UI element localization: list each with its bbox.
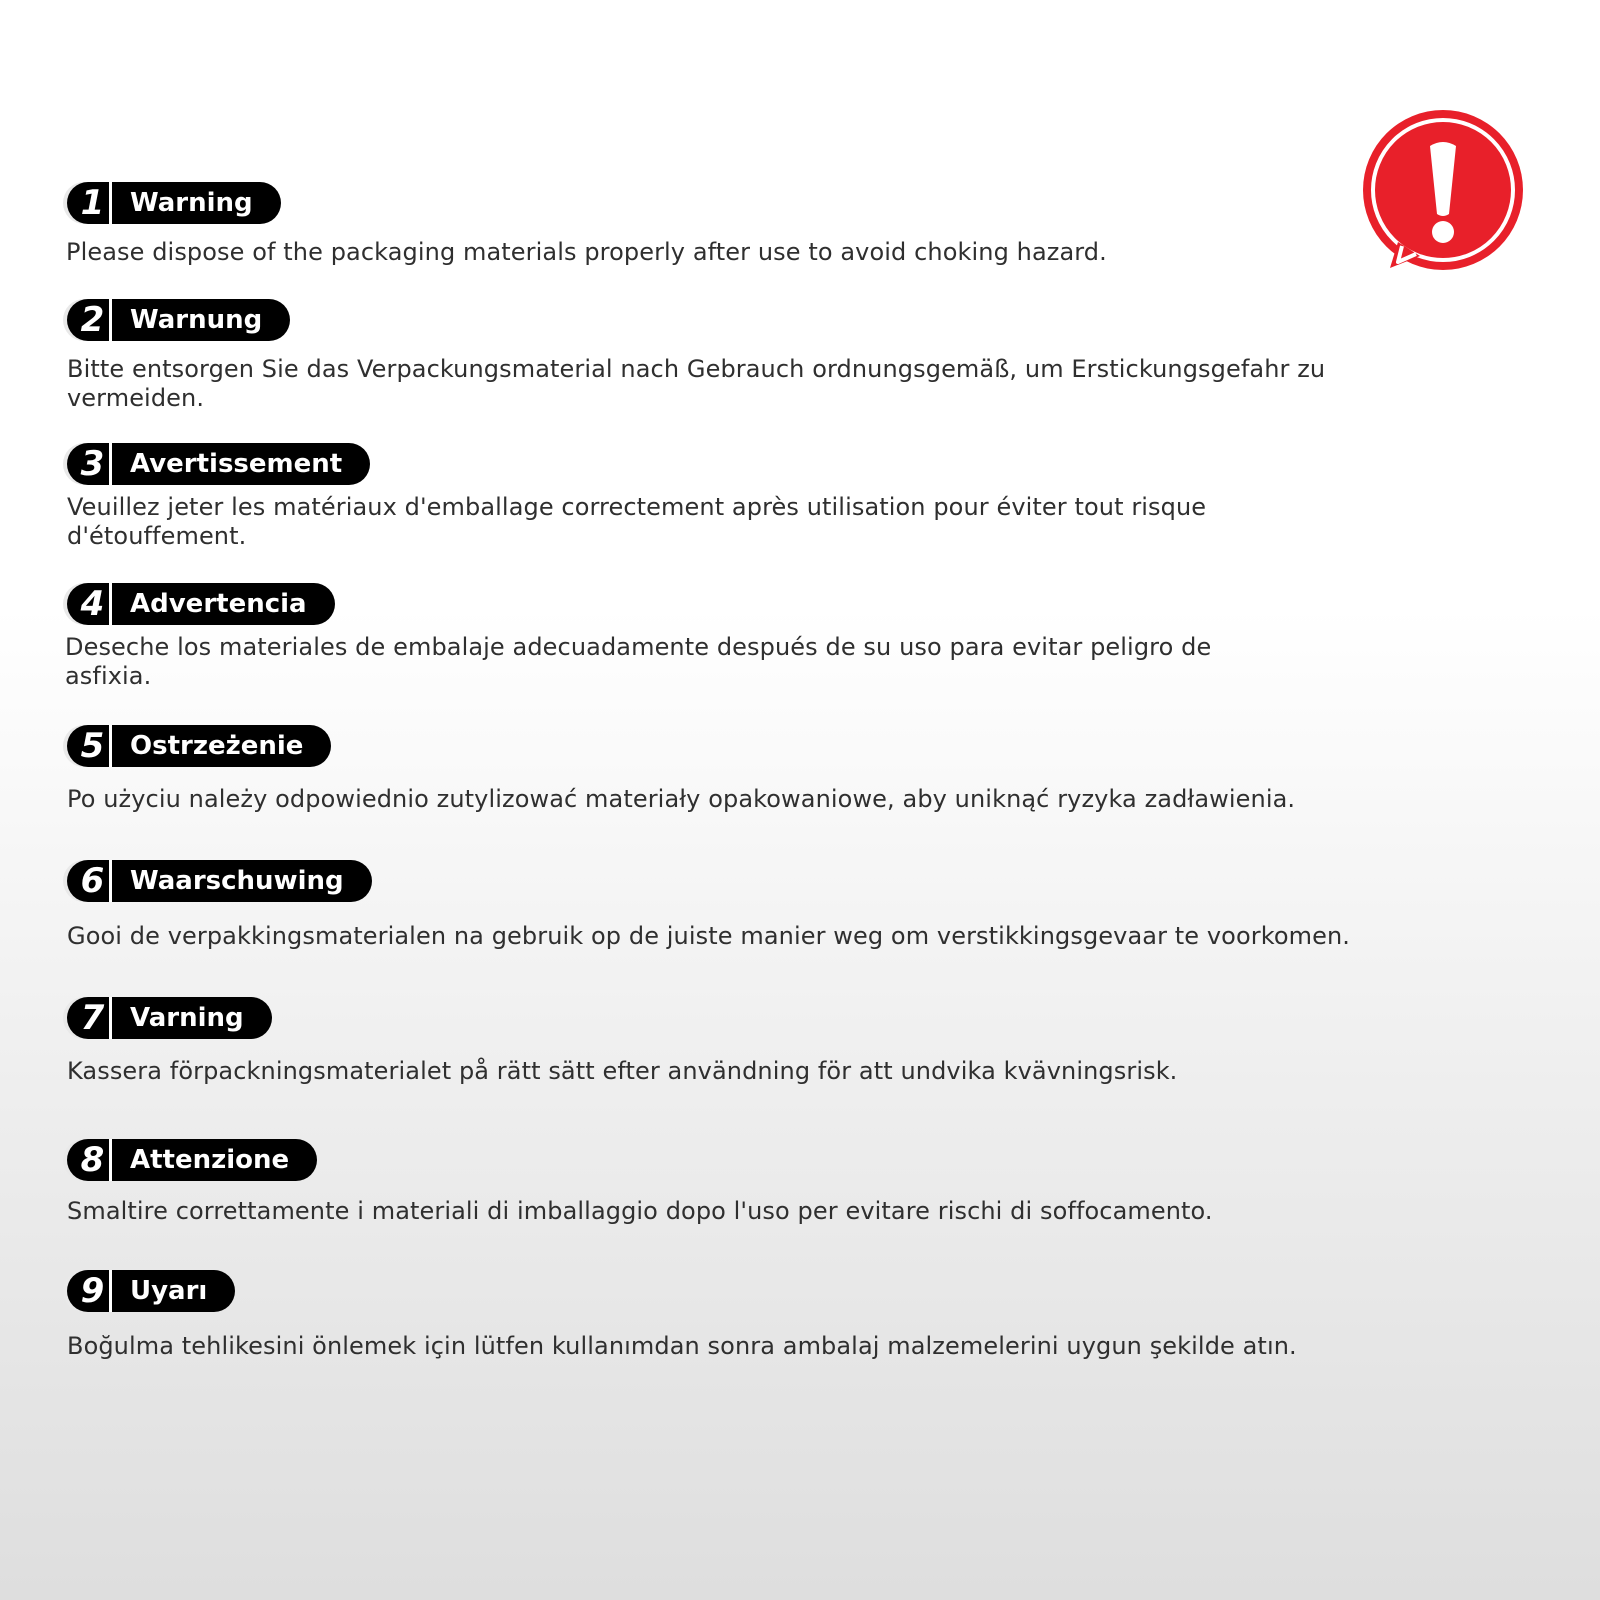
warning-badge: [67, 583, 335, 625]
warning-text: Please dispose of the packaging materials properly after use to avoid choking hazard.: [66, 238, 1107, 266]
warning-item-nl: [67, 860, 1367, 951]
warning-text: Smaltire correttamente i materiali di imballaggio dopo l'uso per evitare rischi di soffocamento.: [67, 1197, 1213, 1225]
warning-badge: [67, 1270, 235, 1312]
warning-text: Boğulma tehlikesini önlemek için lütfen kullanımdan sonra ambalaj malzemelerini uygun şekilde atın.: [67, 1332, 1297, 1360]
warning-title: Advertencia: [130, 589, 307, 619]
badge-separator: [109, 299, 112, 341]
warning-text: Bitte entsorgen Sie das Verpackungsmaterial nach Gebrauch ordnungsgemäß, um Erstickungsgefahr zu vermeiden.: [67, 355, 1326, 412]
warning-item-it: [67, 1139, 1367, 1226]
warning-title: Attenzione: [130, 1145, 290, 1175]
warning-text: Veuillez jeter les matériaux d'emballage correctement après utilisation pour éviter tout risque d'étouffement.: [67, 493, 1207, 550]
warning-badge: [67, 1139, 317, 1181]
warning-badge: [67, 860, 372, 902]
warning-title: Waarschuwing: [130, 866, 344, 896]
badge-separator: [109, 1139, 112, 1181]
warning-badge: [67, 182, 281, 224]
warning-item-tr: [67, 1270, 1367, 1361]
badge-separator: [109, 182, 112, 224]
badge-separator: [109, 725, 112, 767]
warning-title: Varning: [130, 1003, 244, 1033]
badge-separator: [109, 443, 112, 485]
badge-separator: [109, 1270, 112, 1312]
warning-number: 5: [80, 726, 104, 766]
badge-separator: [109, 997, 112, 1039]
warning-title: Ostrzeżenie: [130, 731, 304, 761]
warning-item-en: [67, 182, 1367, 267]
warning-badge: [67, 725, 331, 767]
badge-separator: [109, 860, 112, 902]
warning-text: Gooi de verpakkingsmaterialen na gebruik op de juiste manier weg om verstikkingsgevaar te voorkomen.: [67, 922, 1351, 950]
warning-item-sv: [67, 997, 1367, 1086]
warning-number: 3: [80, 444, 104, 484]
warning-text: Kassera förpackningsmaterialet på rätt sätt efter användning för att undvika kvävningsrisk.: [67, 1057, 1178, 1085]
warning-badge: [67, 443, 370, 485]
warning-badge: [67, 299, 290, 341]
warning-number: 9: [80, 1271, 104, 1311]
warning-number: 6: [80, 861, 104, 901]
warning-title: Warning: [130, 188, 253, 218]
warning-title: Avertissement: [130, 449, 343, 479]
warning-title: Warnung: [130, 305, 263, 335]
warning-text: Deseche los materiales de embalaje adecuadamente después de su uso para evitar peligro de asfixia.: [65, 633, 1212, 690]
warning-badge: [67, 997, 272, 1039]
warning-number: 1: [80, 183, 104, 223]
warning-number: 8: [80, 1140, 104, 1180]
warning-text: Po użyciu należy odpowiednio zutylizować materiały opakowaniowe, aby uniknąć ryzyka zadławienia.: [67, 785, 1296, 813]
warning-number: 7: [80, 998, 104, 1038]
warning-title: Uyarı: [130, 1276, 208, 1306]
warning-number: 2: [80, 300, 104, 340]
warning-item-es: [67, 583, 1367, 691]
warning-item-pl: [67, 725, 1367, 814]
exclamation-speech-bubble-icon: [1358, 106, 1528, 278]
badge-separator: [109, 583, 112, 625]
warning-number: 4: [80, 584, 104, 624]
warning-item-de: [67, 299, 1367, 413]
warning-item-fr: [67, 443, 1367, 551]
